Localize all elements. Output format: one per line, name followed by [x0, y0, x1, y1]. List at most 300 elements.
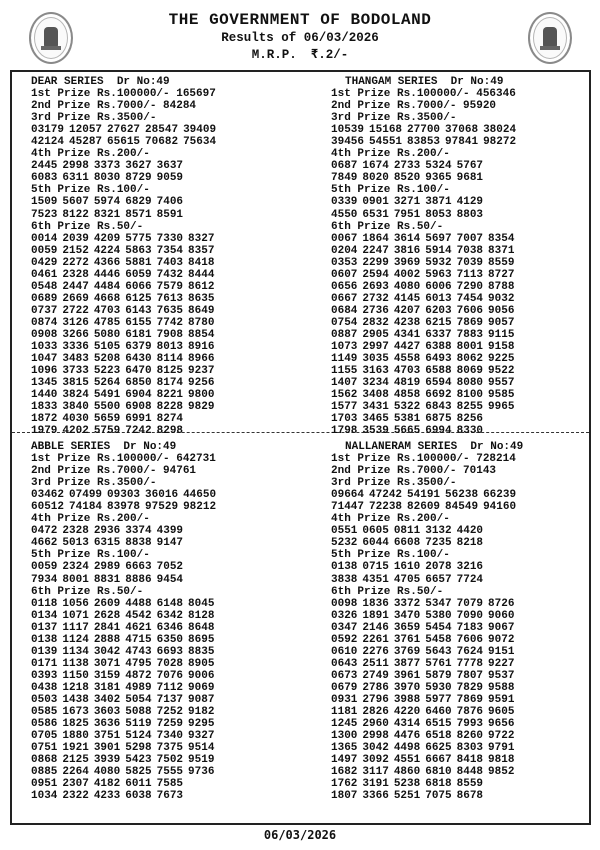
ticket-number: 9522: [488, 365, 515, 378]
ticket-number: 7502: [156, 754, 184, 767]
ticket-number: 7934: [31, 573, 58, 586]
ticket-number: 8905: [188, 657, 215, 670]
sixth-prize-row: [31, 742, 216, 754]
ticket-number: 7112: [156, 681, 184, 694]
ticket-number: 7606: [456, 633, 484, 646]
ticket-number: 0461: [31, 268, 58, 281]
ticket-number: 6843: [425, 401, 452, 414]
ticket-number: 5298: [125, 742, 152, 755]
ticket-number: 2445: [31, 160, 58, 173]
ticket-number: 8520: [393, 172, 421, 185]
fourth-prize-row: [31, 172, 216, 184]
ticket-number: 6470: [125, 365, 152, 378]
ticket-number: 0472: [31, 525, 58, 538]
ticket-number: 2732: [362, 292, 389, 305]
ticket-number: 5643: [425, 645, 452, 658]
first-prize-label: 1st Prize Rs.100000/-: [331, 88, 470, 101]
ticket-number: 0607: [331, 268, 358, 281]
ticket-number: 6083: [31, 172, 58, 185]
fourth-prize-row: [331, 172, 516, 184]
ticket-number: 5322: [393, 401, 421, 414]
sixth-prize-row: [331, 754, 523, 766]
ticket-number: 5347: [425, 597, 452, 610]
ticket-number: 5080: [93, 328, 121, 341]
ticket-number: 6693: [156, 645, 184, 658]
ticket-number: 1245: [331, 718, 358, 731]
ticket-number: 2322: [62, 790, 89, 803]
sixth-prize-row: [31, 754, 216, 766]
ticket-number: 47242: [369, 489, 403, 502]
ticket-number: 9588: [488, 681, 515, 694]
ticket-number: 6044: [362, 537, 389, 550]
ticket-number: 4476: [393, 730, 421, 743]
ticket-number: 7007: [456, 232, 484, 245]
ticket-number: 3092: [362, 754, 389, 767]
ticket-number: 9585: [488, 389, 515, 402]
first-prize-label: 1st Prize Rs.100000/-: [31, 88, 170, 101]
series-heading: [331, 441, 523, 453]
ticket-number: 3614: [393, 232, 421, 245]
ticket-number: 0673: [331, 669, 358, 682]
ticket-number: 7724: [456, 573, 484, 586]
ticket-number: 8255: [456, 401, 484, 414]
ticket-number: 0438: [31, 681, 58, 694]
ticket-number: 8780: [188, 316, 215, 329]
ticket-number: 66239: [483, 489, 517, 502]
sixth-prize-row: [331, 377, 516, 389]
ticket-number: 9227: [488, 657, 515, 670]
ticket-number: 97529: [145, 501, 179, 514]
fifth-prize-row: [331, 561, 523, 573]
ticket-number: 84549: [445, 501, 479, 514]
sixth-prize-row: [331, 413, 516, 425]
ticket-number: 7606: [456, 304, 484, 317]
ticket-number: 7039: [456, 256, 484, 269]
ticket-number: 4351: [362, 573, 389, 586]
ticket-number: 8125: [156, 365, 184, 378]
ticket-number: 7330: [156, 232, 184, 245]
fifth-prize-label: 5th Prize Rs.100/-: [31, 184, 150, 197]
ticket-number: 5881: [125, 256, 152, 269]
series-block-dear: [31, 76, 216, 437]
sixth-prize-label: 6th Prize Rs.50/-: [31, 220, 144, 233]
fourth-prize-label: 4th Prize Rs.200/-: [31, 148, 150, 161]
sixth-prize-row: [331, 245, 516, 257]
ticket-number: 2078: [425, 561, 452, 574]
ticket-number: 6346: [156, 621, 184, 634]
ticket-number: 5500: [93, 401, 121, 414]
ticket-number: 0586: [31, 718, 58, 731]
ticket-number: 2693: [362, 280, 389, 293]
ticket-number: 0679: [331, 681, 358, 694]
ticket-number: 6066: [125, 280, 152, 293]
ticket-number: 2594: [362, 268, 389, 281]
ticket-number: 1509: [31, 196, 58, 209]
second-prize-number: 84284: [163, 100, 197, 113]
ticket-number: 8228: [156, 401, 184, 414]
ticket-number: 3117: [362, 766, 389, 779]
ticket-number: 83978: [107, 501, 141, 514]
ticket-number: 7454: [456, 292, 484, 305]
ticket-number: 0059: [31, 244, 58, 257]
ticket-number: 9225: [488, 353, 515, 366]
mrp-value: ₹.2/-: [310, 48, 349, 62]
ticket-number: 2307: [62, 778, 89, 791]
third-prize-label: 3rd Prize Rs.3500/-: [331, 112, 457, 125]
ticket-number: 1150: [62, 669, 89, 682]
ticket-number: 6006: [425, 280, 452, 293]
ticket-number: 2628: [93, 609, 121, 622]
ticket-number: 5423: [125, 754, 152, 767]
ticket-number: 4705: [393, 573, 421, 586]
second-prize-line: [331, 100, 516, 112]
ticket-number: 9681: [456, 172, 484, 185]
government-seal-icon: [528, 12, 572, 64]
ticket-number: 2247: [362, 244, 389, 257]
document-header: [0, 0, 600, 72]
ticket-number: 5759: [93, 425, 121, 438]
ticket-number: 4703: [393, 365, 421, 378]
ticket-number: 1577: [331, 401, 358, 414]
ticket-number: 7354: [156, 244, 184, 257]
results-date: Results of 06/03/2026: [221, 31, 379, 45]
sixth-prize-row: [31, 425, 216, 437]
ticket-number: 36016: [145, 489, 179, 502]
ticket-number: 6430: [125, 353, 152, 366]
ticket-number: 6038: [125, 790, 152, 803]
ticket-number: 39409: [183, 124, 217, 137]
ticket-number: 7778: [456, 657, 484, 670]
ticket-number: 7113: [456, 268, 484, 281]
ticket-number: 0715: [362, 561, 389, 574]
ticket-number: 54551: [369, 136, 403, 149]
ticket-number: 8649: [188, 304, 215, 317]
ticket-number: 2669: [62, 292, 89, 305]
series-heading: [31, 441, 216, 453]
ticket-number: 0585: [31, 706, 58, 719]
sixth-prize-row: [331, 634, 523, 646]
ticket-number: 09664: [331, 489, 365, 502]
second-prize-label: 2nd Prize Rs.7000/-: [331, 100, 457, 113]
ticket-number: 3603: [93, 706, 121, 719]
ticket-number: 3042: [93, 645, 121, 658]
sixth-prize-row: [31, 257, 216, 269]
fourth-prize-row: [331, 537, 523, 549]
fifth-prize-label: 5th Prize Rs.100/-: [331, 549, 450, 562]
sixth-prize-row: [331, 293, 516, 305]
third-prize-row: [31, 124, 216, 136]
ticket-number: 0885: [31, 766, 58, 779]
ticket-number: 2786: [362, 681, 389, 694]
ticket-number: 9237: [188, 365, 215, 378]
series-name: NALLANERAM SERIES: [345, 441, 458, 453]
ticket-number: 3733: [62, 365, 89, 378]
ticket-number: 4080: [93, 766, 121, 779]
ticket-number: 65615: [107, 136, 141, 149]
ticket-number: 7673: [156, 790, 184, 803]
ticket-number: 0687: [331, 160, 358, 173]
sixth-prize-row: [31, 377, 216, 389]
first-prize-line: [31, 88, 216, 100]
ticket-number: 4858: [393, 389, 421, 402]
ticket-number: 3366: [362, 790, 389, 803]
ticket-number: 5458: [425, 633, 452, 646]
ticket-number: 0204: [331, 244, 358, 257]
ticket-number: 9591: [488, 693, 515, 706]
ticket-number: 3266: [62, 328, 89, 341]
sixth-prize-row: [31, 766, 216, 778]
ticket-number: 8069: [456, 365, 484, 378]
fifth-prize-row: [331, 209, 516, 221]
ticket-number: 4668: [93, 292, 121, 305]
ticket-number: 1440: [31, 389, 58, 402]
series-block-abble: [31, 441, 216, 802]
ticket-number: 6657: [425, 573, 452, 586]
third-prize-label: 3rd Prize Rs.3500/-: [31, 477, 157, 490]
ticket-number: 6663: [125, 561, 152, 574]
ticket-number: 0811: [393, 525, 421, 538]
ticket-number: 7079: [456, 597, 484, 610]
ticket-number: 7908: [156, 328, 184, 341]
ticket-number: 2749: [362, 669, 389, 682]
ticket-number: 6518: [425, 730, 452, 743]
fourth-prize-row: [331, 525, 523, 537]
page-title: THE GOVERNMENT OF BODOLAND: [168, 11, 432, 29]
ticket-number: 1438: [62, 693, 89, 706]
ticket-number: 3234: [362, 377, 389, 390]
ticket-number: 7028: [156, 657, 184, 670]
ticket-number: 6315: [93, 537, 121, 550]
third-prize-label: 3rd Prize Rs.3500/-: [331, 477, 457, 490]
sixth-prize-row: [331, 718, 523, 730]
sixth-prize-row: [31, 317, 216, 329]
ticket-number: 2146: [362, 621, 389, 634]
ticket-number: 3637: [156, 160, 184, 173]
ticket-number: 0931: [331, 693, 358, 706]
ticket-number: 3402: [93, 693, 121, 706]
ticket-number: 7137: [156, 693, 184, 706]
ticket-number: 3470: [393, 609, 421, 622]
fifth-prize-row: [31, 561, 216, 573]
ticket-number: 9295: [188, 718, 215, 731]
ticket-number: 3970: [393, 681, 421, 694]
draw-number: Dr No:49: [123, 441, 177, 453]
ticket-number: 70682: [145, 136, 179, 149]
ticket-number: 37068: [445, 124, 479, 137]
fifth-prize-row: [31, 574, 216, 586]
ticket-number: 1703: [331, 413, 358, 426]
ticket-number: 1181: [331, 706, 358, 719]
ticket-number: 3132: [425, 525, 452, 538]
fifth-prize-row: [31, 196, 216, 208]
ticket-number: 27700: [407, 124, 441, 137]
ticket-number: 0118: [31, 597, 58, 610]
ticket-number: 8045: [188, 597, 215, 610]
ticket-number: 4209: [93, 232, 121, 245]
footer-date: 06/03/2026: [263, 828, 337, 842]
ticket-number: 8648: [188, 621, 215, 634]
ticket-number: 6350: [156, 633, 184, 646]
ticket-number: 3871: [425, 196, 452, 209]
ticket-number: 9059: [156, 172, 184, 185]
sixth-prize-row: [331, 401, 516, 413]
ticket-number: 7052: [156, 561, 184, 574]
ticket-number: 8354: [488, 232, 515, 245]
ticket-number: 9365: [425, 172, 452, 185]
ticket-number: 5119: [125, 718, 152, 731]
ticket-number: 9514: [188, 742, 215, 755]
ticket-number: 0684: [331, 304, 358, 317]
ticket-number: 2272: [62, 256, 89, 269]
ticket-number: 83853: [407, 136, 441, 149]
ticket-number: 3373: [93, 160, 121, 173]
fourth-prize-label: 4th Prize Rs.200/-: [331, 148, 450, 161]
ticket-number: 5932: [425, 256, 452, 269]
ticket-number: 4420: [456, 525, 484, 538]
ticket-number: 8886: [125, 573, 152, 586]
ticket-number: 3769: [393, 645, 421, 658]
third-prize-label: 3rd Prize Rs.3500/-: [31, 112, 157, 125]
third-prize-row: [31, 489, 216, 501]
ticket-number: 4314: [393, 718, 421, 731]
ticket-number: 2447: [62, 280, 89, 293]
emblem-icon: [543, 27, 557, 47]
ticket-number: 39456: [331, 136, 365, 149]
ticket-number: 8418: [456, 754, 484, 767]
ticket-number: 1798: [331, 425, 358, 438]
ticket-number: 4427: [393, 341, 421, 354]
sixth-prize-row: [31, 670, 216, 682]
sixth-prize-row: [31, 329, 216, 341]
ticket-number: 5879: [425, 669, 452, 682]
ticket-number: 7613: [156, 292, 184, 305]
ticket-number: 9069: [188, 681, 215, 694]
ticket-number: 7883: [456, 328, 484, 341]
ticket-number: 1365: [331, 742, 358, 755]
ticket-number: 6608: [393, 537, 421, 550]
ticket-number: 3374: [125, 525, 152, 538]
ticket-number: 9072: [488, 633, 515, 646]
ticket-number: 5697: [425, 232, 452, 245]
sixth-prize-row: [331, 658, 523, 670]
second-prize-number: 94761: [163, 465, 197, 478]
ticket-number: 4703: [93, 304, 121, 317]
ticket-number: 0137: [31, 621, 58, 634]
ticket-number: 6215: [425, 316, 452, 329]
sixth-prize-row: [331, 790, 523, 802]
fourth-prize-row: [31, 525, 216, 537]
ticket-number: 8357: [188, 244, 215, 257]
ticket-number: 5665: [393, 425, 421, 438]
ticket-number: 4551: [393, 754, 421, 767]
sixth-prize-row: [331, 269, 516, 281]
ticket-number: 1610: [393, 561, 421, 574]
ticket-number: 9115: [488, 328, 515, 341]
ticket-number: 2888: [93, 633, 121, 646]
series-heading: [31, 76, 216, 88]
first-prize-number: 165697: [176, 88, 216, 101]
sixth-prize-row: [331, 670, 523, 682]
series-name: ABBLE SERIES: [31, 441, 111, 453]
second-prize-line: [31, 465, 216, 477]
sixth-prize-row: [331, 610, 523, 622]
ticket-number: 6011: [125, 778, 152, 791]
ticket-number: 9056: [488, 304, 515, 317]
ticket-number: 2152: [62, 244, 89, 257]
ticket-number: 98212: [183, 501, 217, 514]
ticket-number: 9256: [188, 377, 215, 390]
ticket-number: 8062: [456, 353, 484, 366]
ticket-number: 8256: [456, 413, 484, 426]
ticket-number: 3761: [393, 633, 421, 646]
series-name: THANGAM SERIES: [345, 76, 438, 88]
ticket-number: 3372: [393, 597, 421, 610]
ticket-number: 2264: [62, 766, 89, 779]
ticket-number: 0908: [31, 328, 58, 341]
ticket-number: 2324: [62, 561, 89, 574]
sixth-prize-row: [331, 694, 523, 706]
ticket-number: 9151: [488, 645, 515, 658]
ticket-number: 8444: [188, 268, 215, 281]
ticket-number: 6059: [125, 268, 152, 281]
second-prize-number: 70143: [463, 465, 497, 478]
ticket-number: 0339: [331, 196, 358, 209]
ticket-number: 6388: [425, 341, 452, 354]
ticket-number: 6810: [425, 766, 452, 779]
sixth-prize-row: [31, 341, 216, 353]
ticket-number: 94160: [483, 501, 517, 514]
ticket-number: 3816: [393, 244, 421, 257]
ticket-number: 6829: [125, 196, 152, 209]
sixth-prize-row: [331, 365, 516, 377]
ticket-number: 4872: [125, 669, 152, 682]
ticket-number: 1134: [62, 645, 89, 658]
ticket-number: 27627: [107, 124, 141, 137]
ticket-number: 15168: [369, 124, 403, 137]
sixth-prize-row: [331, 329, 516, 341]
ticket-number: 6148: [156, 597, 184, 610]
fifth-prize-row: [31, 209, 216, 221]
ticket-number: 2736: [362, 304, 389, 317]
ticket-number: 4366: [93, 256, 121, 269]
ticket-number: 4542: [125, 609, 152, 622]
sixth-prize-row: [31, 622, 216, 634]
ticket-number: 4224: [93, 244, 121, 257]
sixth-prize-row: [31, 682, 216, 694]
ticket-number: 7635: [156, 304, 184, 317]
sixth-prize-row: [331, 317, 516, 329]
fourth-prize-row: [331, 160, 516, 172]
ticket-number: 1155: [331, 365, 358, 378]
ticket-number: 4550: [331, 208, 358, 221]
sixth-prize-row: [31, 646, 216, 658]
ticket-number: 9057: [488, 316, 515, 329]
ticket-number: 09303: [107, 489, 141, 502]
ticket-number: 4341: [393, 328, 421, 341]
ticket-number: 8803: [456, 208, 484, 221]
ticket-number: 7075: [425, 790, 452, 803]
ticket-number: 2796: [362, 693, 389, 706]
ticket-number: 2826: [362, 706, 389, 719]
ticket-number: 1807: [331, 790, 358, 803]
third-prize-row: [331, 136, 516, 148]
ticket-number: 5013: [62, 537, 89, 550]
ticket-number: 3969: [393, 256, 421, 269]
ticket-number: 8831: [93, 573, 121, 586]
ticket-number: 8001: [62, 573, 89, 586]
ticket-number: 9791: [488, 742, 515, 755]
ticket-number: 8788: [488, 280, 515, 293]
